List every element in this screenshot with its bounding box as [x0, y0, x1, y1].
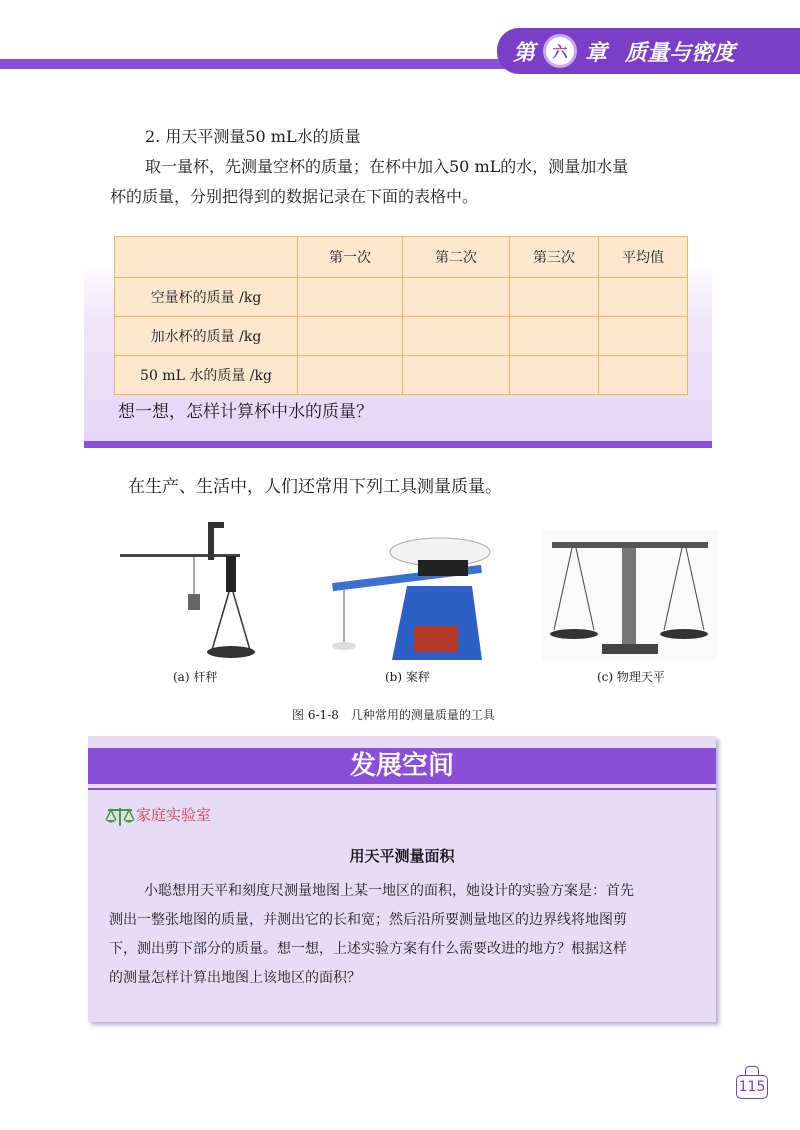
table-cell	[510, 317, 599, 356]
table-header-cell: 第二次	[403, 237, 510, 278]
row-label: 空量杯的质量 /kg	[115, 278, 298, 317]
page-number: 115	[736, 1075, 768, 1099]
table-cell	[403, 278, 510, 317]
tools-intro: 在生产、生活中，人们还常用下列工具测量质量。	[128, 477, 502, 497]
table-row	[115, 317, 688, 356]
figure-caption-b: (b) 案秤	[385, 670, 430, 684]
table-header-cell	[115, 237, 298, 278]
experiment-title: 用天平测量面积	[349, 847, 455, 865]
row-label: 加水杯的质量 /kg	[115, 317, 298, 356]
table-cell	[403, 317, 510, 356]
table-cell	[298, 356, 403, 395]
experiment-text: 小聪想用天平和刻度尺测量地图上某一地区的面积，她设计的实验方案是：首先	[144, 883, 634, 899]
table-cell	[599, 317, 688, 356]
development-title: 发展空间	[88, 748, 716, 784]
row-label: 50 mL 水的质量 /kg	[115, 356, 298, 395]
platform-scale-image	[322, 530, 502, 670]
paragraph-line: 取一量杯，先测量空杯的质量；在杯中加入50 mL的水，测量加水量	[145, 157, 629, 176]
figure-caption-c: (c) 物理天平	[597, 670, 665, 684]
table-header-row	[115, 237, 688, 278]
chapter-header	[497, 28, 800, 74]
table-cell	[510, 278, 599, 317]
chapter-title: 质量与密度	[625, 39, 736, 66]
figure-caption: 图 6-1-8 几种常用的测量质量的工具	[292, 708, 495, 722]
chapter-prefix: 第	[513, 39, 536, 66]
think-question: 想一想，怎样计算杯中水的质量？	[118, 402, 373, 422]
figure-caption-a: (a) 杆秤	[173, 670, 218, 684]
paragraph-line: 杯的质量，分别把得到的数据记录在下面的表格中。	[110, 187, 479, 206]
table-cell	[298, 278, 403, 317]
experiment-text: 下，测出剪下部分的质量。想一想，上述实验方案有什么需要改进的地方？根据这样	[109, 941, 627, 957]
table-cell	[599, 356, 688, 395]
table-cell	[298, 317, 403, 356]
measurement-table	[114, 236, 688, 395]
experiment-text: 测出一整张地图的质量，并测出它的长和宽；然后沿所要测量地区的边界线将地图剪	[109, 912, 627, 928]
chapter-suffix: 章	[585, 39, 608, 66]
section-heading: 2. 用天平测量50 mL水的质量	[145, 127, 361, 146]
balance-image	[542, 530, 718, 660]
table-cell	[510, 356, 599, 395]
table-row	[115, 356, 688, 395]
balance-icon	[104, 806, 136, 828]
home-lab-label: 家庭实验室	[136, 806, 212, 824]
chapter-number: 六	[543, 34, 577, 68]
activity-panel-border	[84, 441, 712, 448]
table-header-cell: 平均值	[599, 237, 688, 278]
development-divider	[88, 788, 716, 790]
table-cell	[599, 278, 688, 317]
table-cell	[403, 356, 510, 395]
experiment-text: 的测量怎样计算出地图上该地区的面积？	[109, 970, 361, 986]
table-header-cell: 第一次	[298, 237, 403, 278]
steelyard-image	[104, 510, 284, 660]
table-row	[115, 278, 688, 317]
table-header-cell: 第三次	[510, 237, 599, 278]
